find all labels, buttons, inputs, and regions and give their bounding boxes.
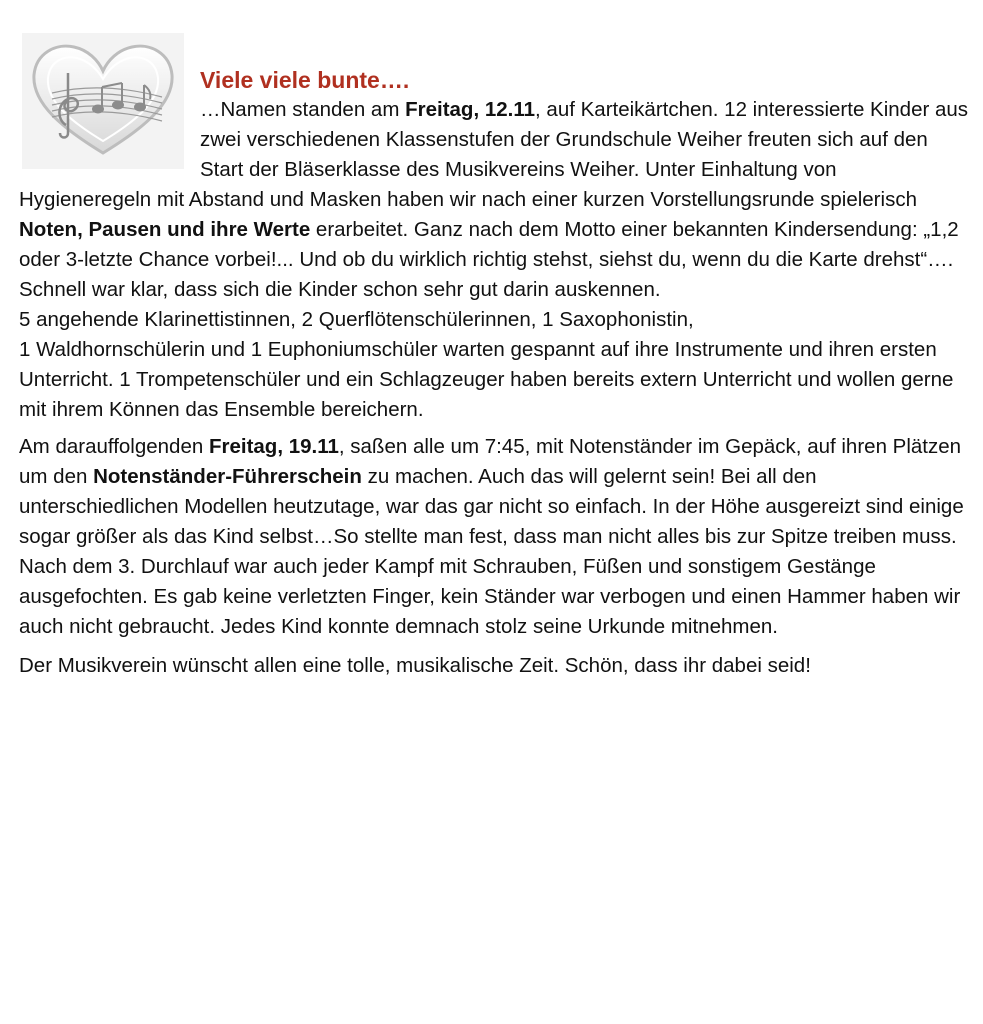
text-run: …Namen standen am — [200, 98, 406, 121]
text-run: , auf Karteikärtchen. 12 interessierte Kinder aus zwei verschiedenen Klassenstufen der Grundschule Weiher freuten sich auf den Start der Bläserklasse des Musikvereins Weiher. Unter Einhaltung von Hygieneregeln mit Abstand und Masken haben wir nach einer kurzen Vorstellungsrunde spielerisch — [19, 98, 969, 211]
bold-notes-pauses: Noten, Pausen und ihre Werte — [19, 218, 311, 241]
text-run: , saßen alle um 7:45, mit Notenständer im Gepäck, auf ihren Plätzen um den — [19, 435, 962, 488]
article — [19, 33, 969, 681]
bold-license: Notenständer-Führerschein — [93, 465, 362, 488]
instrument-line: 5 angehende Klarinettistinnen, 2 Querflötenschülerinnen, 1 Saxophonistin, — [19, 308, 694, 331]
text-run: Am darauffolgenden — [19, 435, 209, 458]
paragraph-closing: Der Musikverein wünscht allen eine tolle, musikalische Zeit. Schön, dass ihr dabei seid! — [19, 654, 811, 677]
heart-music-notes-icon — [22, 33, 184, 169]
article-title: Viele viele bunte…. — [200, 67, 410, 93]
paragraph-second-friday — [19, 432, 969, 642]
instrument-line: 1 Waldhornschülerin und 1 Euphoniumschüler warten gespannt auf ihre Instrumente und ihren ersten Unterricht. 1 Trompetenschüler und ein Schlagzeuger haben bereits extern Unterricht und wollen gerne mit ihrem Können das Ensemble bereichern. — [19, 338, 954, 421]
date-friday-19-11: Freitag, 19.11 — [208, 435, 339, 458]
text-run: zu machen. Auch das will gelernt sein! Bei all den unterschiedlichen Modellen heutzutage, war das gar nicht so einfach. In der Höhe ausgereizt sind einige sogar größer als das Kind selbst…So stellte man fest, dass man nicht alles bis zur Spitze treiben muss. Nach dem 3. Durchlauf war auch jeder Kampf mit Schrauben, Füßen und sonstigem Gestänge ausgefochten. Es gab keine verletzten Finger, kein Ständer war verbogen und einen Hammer haben wir auch nicht gebraucht. Jedes Kind konnte demnach stolz seine Urkunde mitnehmen. — [19, 465, 964, 638]
date-friday-12-11: Freitag, 12.11 — [405, 98, 536, 121]
text-run: erarbeitet. Ganz nach dem Motto einer bekannten Kindersendung: „1,2 oder 3-letzte Chance vorbei!... Und ob du wirklich richtig stehst, siehst du, wenn du die Karte drehst“…. Schnell war klar, dass sich die Kinder schon sehr gut darin auskennen. — [19, 218, 959, 301]
